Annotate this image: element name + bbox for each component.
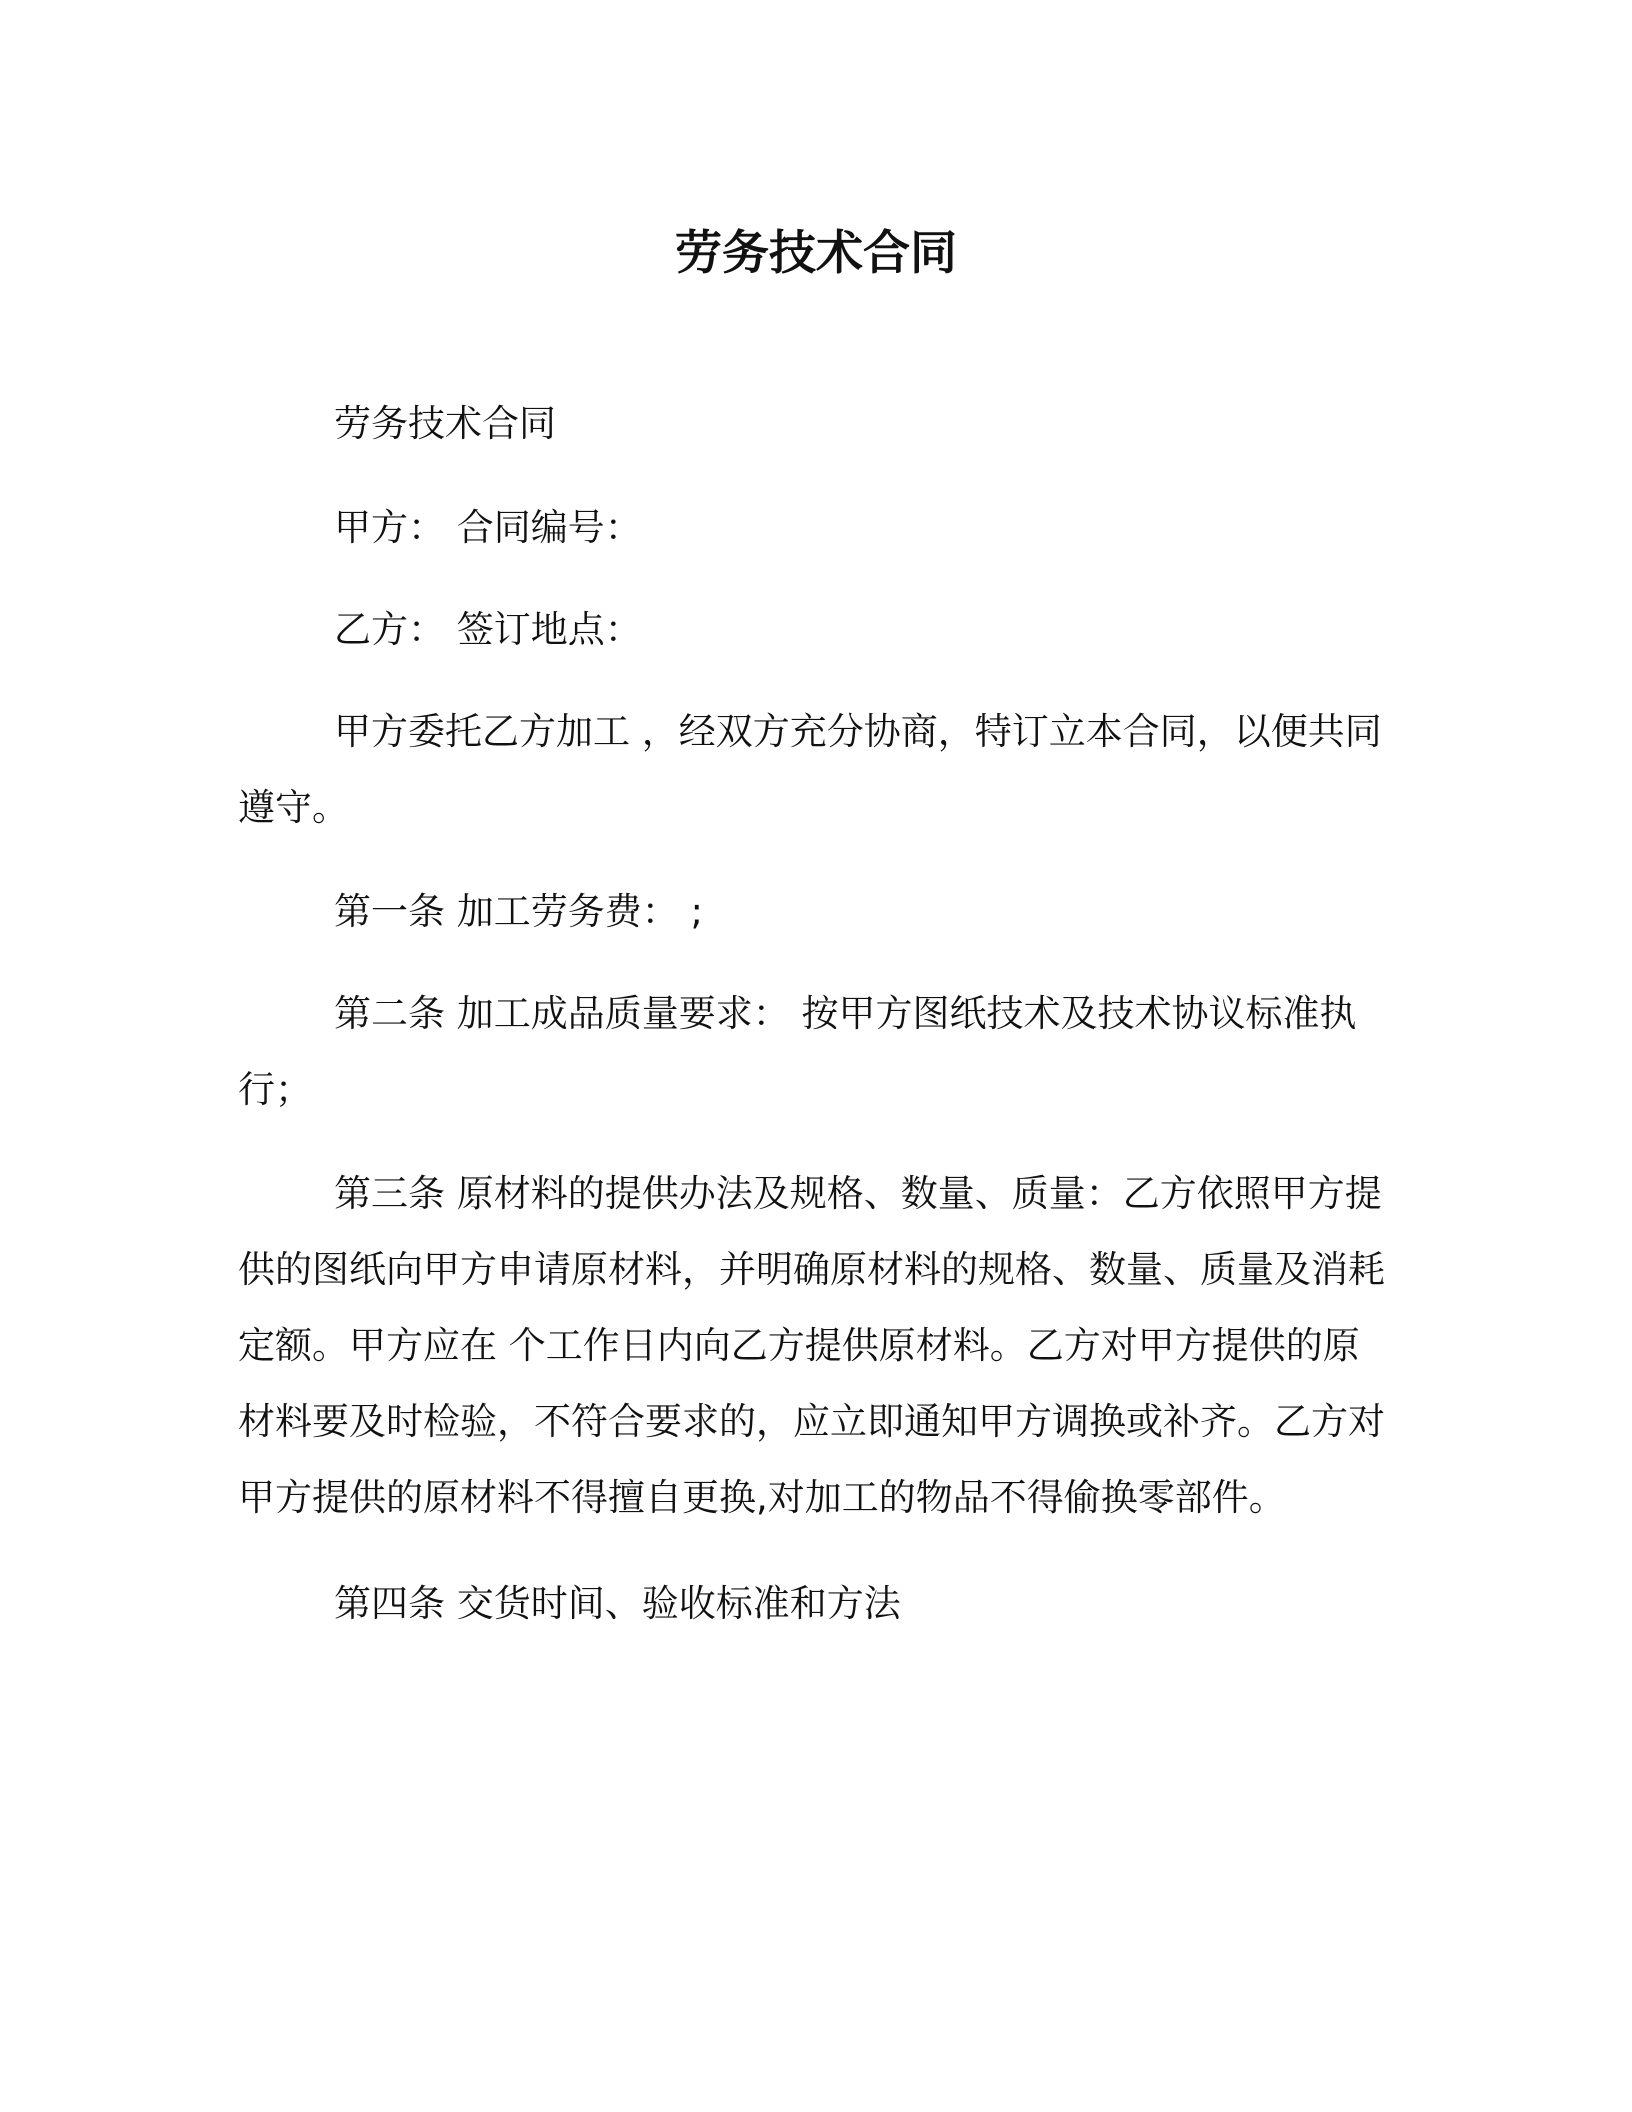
document-title: 劳务技术合同	[675, 226, 957, 281]
article-2-paragraph: 第二条 加工成品质量要求： 按甲方图纸技术及技术协议标准执行；	[238, 992, 1357, 1111]
party-b-line: 乙方： 签订地点：	[334, 608, 642, 651]
article-1-paragraph: 第一条 加工劳务费： ;	[334, 890, 703, 933]
article-4-heading: 第四条 交货时间、验收标准和方法	[334, 1582, 901, 1625]
intro-paragraph: 甲方委托乙方加工 ，经双方充分协商，特订立本合同，以便共同遵守。	[238, 710, 1382, 829]
party-a-line: 甲方： 合同编号：	[334, 506, 642, 549]
contract-subtitle: 劳务技术合同	[334, 402, 556, 445]
article-3-paragraph: 第三条 原材料的提供办法及规格、数量、质量：乙方依照甲方提供的图纸向甲方申请原材料，并明确原材料的规格、数量、质量及消耗定额。甲方应在 个工作日内向乙方提供原材料。乙方对甲方提供的原材料要及时检验，不符合要求的，应立即通知甲方调换或补齐。乙方对甲方提供的原材料不得擅自更换,对加工的物品不得偷换零部件。	[238, 1172, 1385, 1519]
